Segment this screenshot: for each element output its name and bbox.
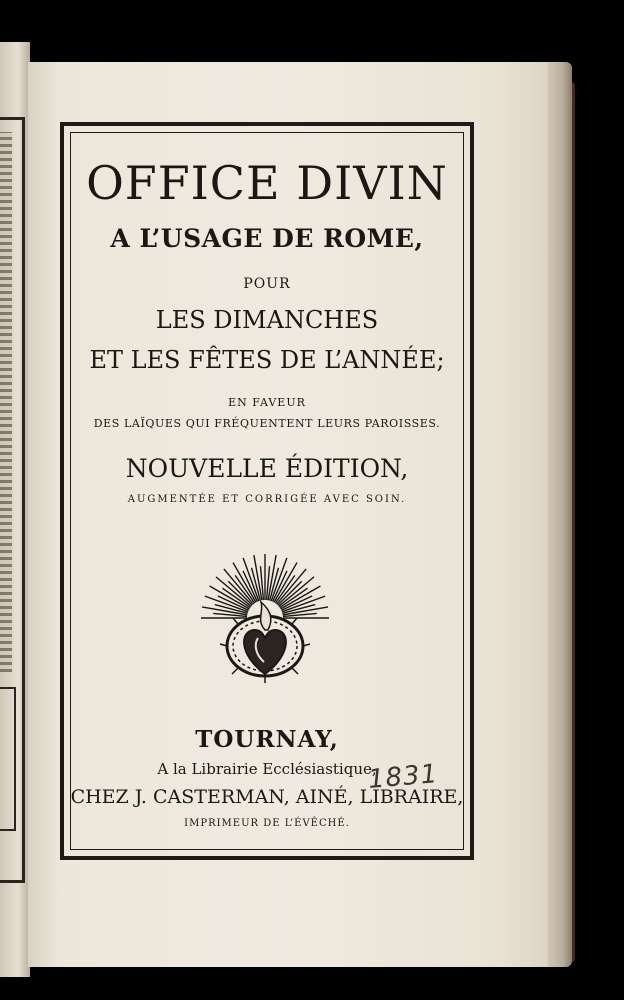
book [0, 22, 580, 957]
sacred-heart-icon [198, 546, 332, 696]
en-faveur-text: EN FAVEUR [228, 396, 306, 409]
title-frame [60, 122, 474, 860]
laiques-text: DES LAÏQUES QUI FRÉQUENTENT LEURS PAROISSES. [93, 417, 441, 430]
facing-page-box [0, 687, 16, 831]
book-title: OFFICE DIVIN [86, 156, 448, 210]
imprint-publisher: CHEZ J. CASTERMAN, AINÉ, LIBRAIRE, [70, 786, 464, 808]
book-subtitle: A L’USAGE DE ROME, [110, 224, 424, 253]
fetes-line: ET LES FÊTES DE L’ANNÉE; [89, 346, 445, 374]
pour-text: POUR [243, 276, 291, 292]
title-page [28, 62, 548, 967]
imprint-printer: IMPRIMEUR DE L’ÉVÊCHÉ. [184, 818, 350, 829]
edition-text: NOUVELLE ÉDITION, [125, 454, 409, 483]
facing-page-engraving [0, 132, 12, 672]
ornament-ray [228, 581, 252, 605]
handwritten-date: 1831 [366, 758, 440, 796]
ornament-ray [278, 581, 302, 605]
imprint-librairie: A la Librairie Ecclésiastique, [157, 760, 377, 778]
imprint-city: TOURNAY, [195, 726, 339, 753]
dimanches-line: LES DIMANCHES [155, 306, 379, 334]
augmentee-text: AUGMENTÉE ET CORRIGÉE AVEC SOIN. [127, 494, 407, 505]
